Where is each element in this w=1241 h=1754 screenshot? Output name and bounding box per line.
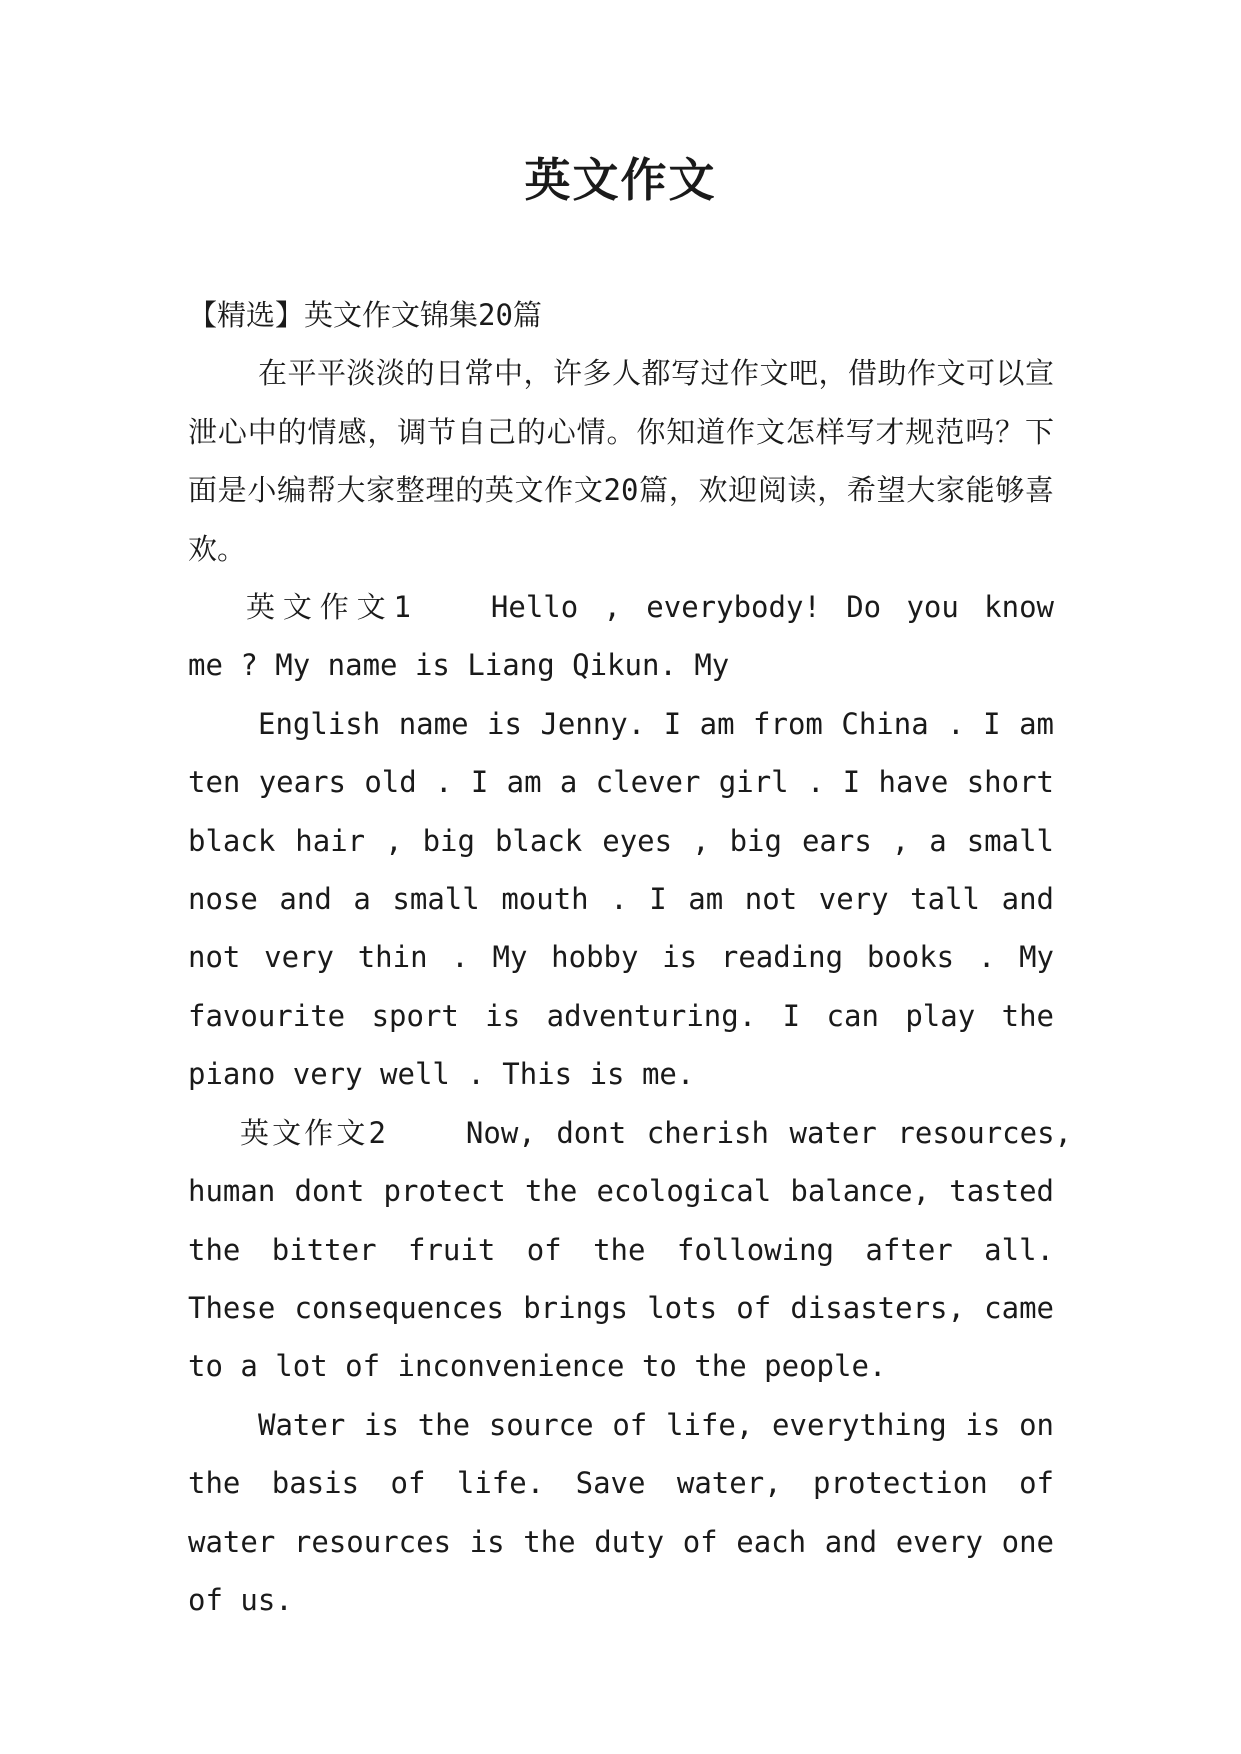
essay1-paragraph: English name is Jenny. I am from China . I am ten years old . I am a clever girl . I have short black hair , big black eyes , big ears , a small nose and a small mouth . I am not very tall and not very thin . My hobby is reading books . My favourite sport is adventuring. I can play the piano very well . This is me. — [188, 706, 1054, 1092]
document-body — [188, 286, 1072, 1629]
essay2-label: 英文作文2 — [240, 1115, 386, 1150]
essay2-paragraph: human dont protect the ecological balance, tasted the bitter fruit of the following after all. These consequences brings lots of disasters, came to a lot of inconvenience to the people. — [188, 1174, 1054, 1384]
document-title: 英文作文 — [524, 153, 717, 207]
document-subtitle: 【精选】英文作文锦集20篇 — [188, 298, 542, 332]
essay1-opening-cont: me ? My name is Liang Qikun. My — [188, 648, 730, 683]
essay1-label: 英文作文1 — [246, 590, 411, 625]
intro-paragraph: 在平平淡淡的日常中，许多人都写过作文吧，借助作文可以宣泄心中的情感，调节自己的心情。你知道作文怎样写才规范吗？下面是小编帮大家整理的英文作文20篇，欢迎阅读，希望大家能够喜欢。 — [188, 356, 1054, 566]
essay1-opening: Hello , everybody! Do you know — [490, 590, 1054, 625]
essay2-heading-line — [188, 1104, 1072, 1162]
essay1-heading-line — [188, 578, 1054, 636]
essay2-paragraph-2: Water is the source of life, everything is on the basis of life. Save water, protection of water resources is the duty of each and every one of us. — [188, 1407, 1054, 1617]
essay2-opening: Now, dont cherish water resources, — [465, 1115, 1072, 1150]
